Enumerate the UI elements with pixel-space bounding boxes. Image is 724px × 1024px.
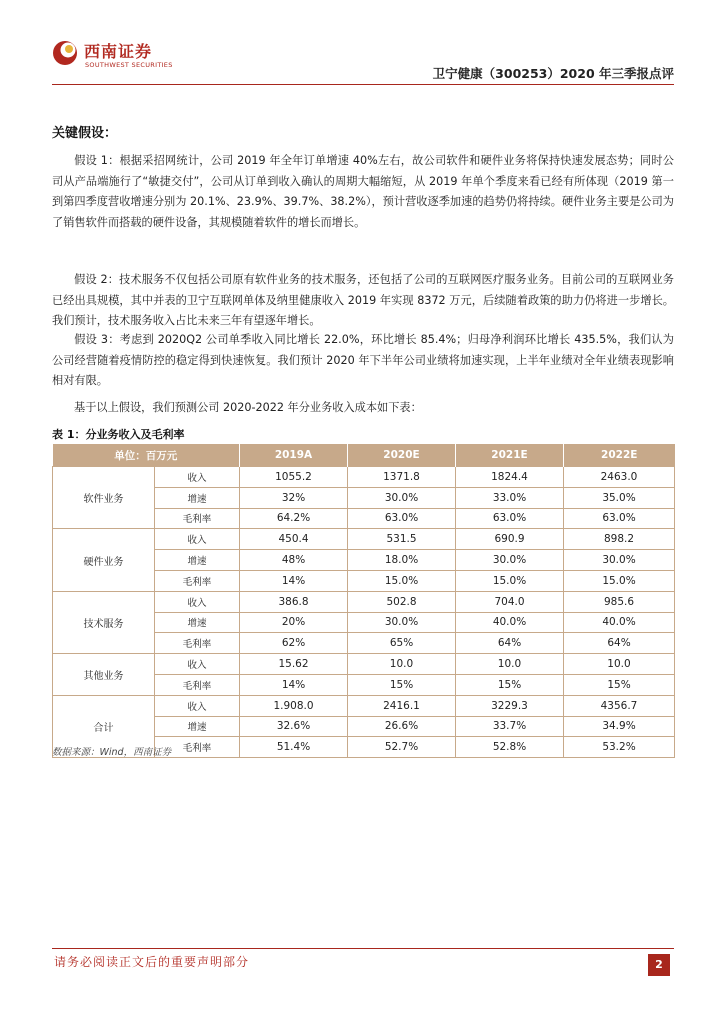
- metric-label: 毛利率: [155, 737, 240, 758]
- table-cell: 64%: [564, 633, 675, 654]
- paragraph-text: 假设 1：根据采招网统计，公司 2019 年全年订单增速 40%左右，故公司软件和硬件业务将保持快速发展态势；同时公司从产品端施行了“敏捷交付”，公司从订单到收入确认的周期大幅缩短，从 2019 年单个季度来看已经有所体现（2019 第一到第四季度营收增速分别为 20.1%、23.9%、39.7%、38.2%），预计营收逐季加速的趋势仍将持续。硬件业务主要是公司为了销售软件而搭载的硬件设备，其规模随着软件的增长而增长。: [52, 154, 674, 229]
- revenue-table-container: [52, 444, 674, 758]
- table-row: [53, 529, 675, 550]
- table-cell: 690.9: [456, 529, 564, 550]
- table-cell: 33.0%: [456, 487, 564, 508]
- table-cell: 65%: [348, 633, 456, 654]
- table-cell: 64.2%: [240, 508, 348, 529]
- table-cell: 52.7%: [348, 737, 456, 758]
- paragraph-assumption-1: [52, 151, 674, 233]
- table-cell: 10.0: [348, 654, 456, 675]
- table-cell: 63.0%: [456, 508, 564, 529]
- table-caption: 表 1：分业务收入及毛利率: [52, 428, 185, 441]
- header-divider: [52, 84, 674, 85]
- table-cell: 2463.0: [564, 467, 675, 488]
- header-2022e: 2022E: [564, 444, 675, 467]
- revenue-margin-table: [52, 444, 675, 758]
- table-cell: 40.0%: [564, 612, 675, 633]
- table-row: [53, 654, 675, 675]
- metric-label: 增速: [155, 612, 240, 633]
- southwest-securities-logo: [52, 34, 202, 78]
- table-cell: 20%: [240, 612, 348, 633]
- table-cell: 3229.3: [456, 695, 564, 716]
- table-cell: 1371.8: [348, 467, 456, 488]
- paragraph-assumption-3: [52, 330, 674, 392]
- table-cell: 63.0%: [348, 508, 456, 529]
- metric-label: 增速: [155, 716, 240, 737]
- table-cell: 15.0%: [348, 570, 456, 591]
- table-cell: 30.0%: [564, 550, 675, 571]
- table-cell: 2416.1: [348, 695, 456, 716]
- table-cell: 531.5: [348, 529, 456, 550]
- table-row: [53, 467, 675, 488]
- metric-label: 收入: [155, 695, 240, 716]
- table-cell: 15%: [348, 674, 456, 695]
- table-cell: 14%: [240, 674, 348, 695]
- table-cell: 26.6%: [348, 716, 456, 737]
- table-cell: 1824.4: [456, 467, 564, 488]
- section-heading: 关键假设：: [52, 126, 118, 141]
- header-2019a: 2019A: [240, 444, 348, 467]
- table-cell: 1.908.0: [240, 695, 348, 716]
- metric-label: 毛利率: [155, 633, 240, 654]
- table-cell: 15%: [564, 674, 675, 695]
- paragraph-text: 假设 2：技术服务不仅包括公司原有软件业务的技术服务，还包括了公司的互联网医疗服务业务。目前公司的互联网业务已经出具规模，其中并表的卫宁互联网单体及纳里健康收入 2019 年实现 8372 万元，后续随着政策的助力仍将进一步增长。我们预计，技术服务收入占比未来三年有望逐年增长。: [52, 273, 674, 327]
- table-cell: 450.4: [240, 529, 348, 550]
- table-cell: 4356.7: [564, 695, 675, 716]
- table-row: [53, 695, 675, 716]
- table-cell: 15.0%: [456, 570, 564, 591]
- metric-label: 毛利率: [155, 674, 240, 695]
- metric-label: 增速: [155, 550, 240, 571]
- metric-label: 收入: [155, 529, 240, 550]
- group-hardware: 硬件业务: [53, 529, 155, 591]
- table-cell: 40.0%: [456, 612, 564, 633]
- header-unit: 单位：百万元: [53, 444, 240, 467]
- page-number: 2: [648, 954, 670, 976]
- header-2021e: 2021E: [456, 444, 564, 467]
- table-cell: 15%: [456, 674, 564, 695]
- table-cell: 33.7%: [456, 716, 564, 737]
- table-header-row: [53, 444, 675, 467]
- table-row: [53, 591, 675, 612]
- table-cell: 51.4%: [240, 737, 348, 758]
- group-total: 合计: [53, 695, 155, 757]
- table-cell: 1055.2: [240, 467, 348, 488]
- table-cell: 704.0: [456, 591, 564, 612]
- table-source-note: 数据来源：Wind，西南证券: [52, 747, 172, 758]
- paragraph-assumption-2: [52, 270, 674, 332]
- paragraph-summary: [52, 398, 674, 419]
- table-cell: 386.8: [240, 591, 348, 612]
- table-cell: 52.8%: [456, 737, 564, 758]
- table-cell: 48%: [240, 550, 348, 571]
- table-cell: 14%: [240, 570, 348, 591]
- table-cell: 30.0%: [348, 612, 456, 633]
- report-title: 卫宁健康（300253）2020 年三季报点评: [432, 66, 674, 81]
- table-cell: 30.0%: [456, 550, 564, 571]
- footer-disclaimer-note: 请务必阅读正文后的重要声明部分: [54, 955, 250, 969]
- table-cell: 63.0%: [564, 508, 675, 529]
- table-cell: 15.0%: [564, 570, 675, 591]
- group-software: 软件业务: [53, 467, 155, 529]
- paragraph-text: 基于以上假设，我们预测公司 2020-2022 年分业务收入成本如下表：: [74, 401, 422, 414]
- table-cell: 985.6: [564, 591, 675, 612]
- metric-label: 毛利率: [155, 508, 240, 529]
- table-cell: 53.2%: [564, 737, 675, 758]
- table-cell: 30.0%: [348, 487, 456, 508]
- table-cell: 898.2: [564, 529, 675, 550]
- group-other: 其他业务: [53, 654, 155, 696]
- metric-label: 收入: [155, 654, 240, 675]
- paragraph-text: 假设 3：考虑到 2020Q2 公司单季收入同比增长 22.0%，环比增长 85.4%；归母净利润环比增长 435.5%，我们认为公司经营随着疫情防控的稳定得到快速恢复。我们预计 2020 年下半年公司业绩将加速实现，上半年业绩对全年业绩表现影响相对有限。: [52, 333, 674, 387]
- table-cell: 32.6%: [240, 716, 348, 737]
- table-cell: 15.62: [240, 654, 348, 675]
- table-cell: 502.8: [348, 591, 456, 612]
- table-cell: 10.0: [564, 654, 675, 675]
- metric-label: 毛利率: [155, 570, 240, 591]
- table-cell: 64%: [456, 633, 564, 654]
- logo-text-en: SOUTHWEST SECURITIES: [85, 61, 173, 69]
- table-cell: 62%: [240, 633, 348, 654]
- table-cell: 34.9%: [564, 716, 675, 737]
- table-cell: 35.0%: [564, 487, 675, 508]
- metric-label: 增速: [155, 487, 240, 508]
- logo-emblem-icon: [52, 40, 78, 66]
- header-2020e: 2020E: [348, 444, 456, 467]
- group-tech-services: 技术服务: [53, 591, 155, 653]
- metric-label: 收入: [155, 591, 240, 612]
- table-cell: 10.0: [456, 654, 564, 675]
- footer-divider: [52, 948, 674, 949]
- table-cell: 18.0%: [348, 550, 456, 571]
- table-cell: 32%: [240, 487, 348, 508]
- page-header: [52, 34, 674, 86]
- logo-text-cn: 西南证券: [84, 42, 153, 61]
- metric-label: 收入: [155, 467, 240, 488]
